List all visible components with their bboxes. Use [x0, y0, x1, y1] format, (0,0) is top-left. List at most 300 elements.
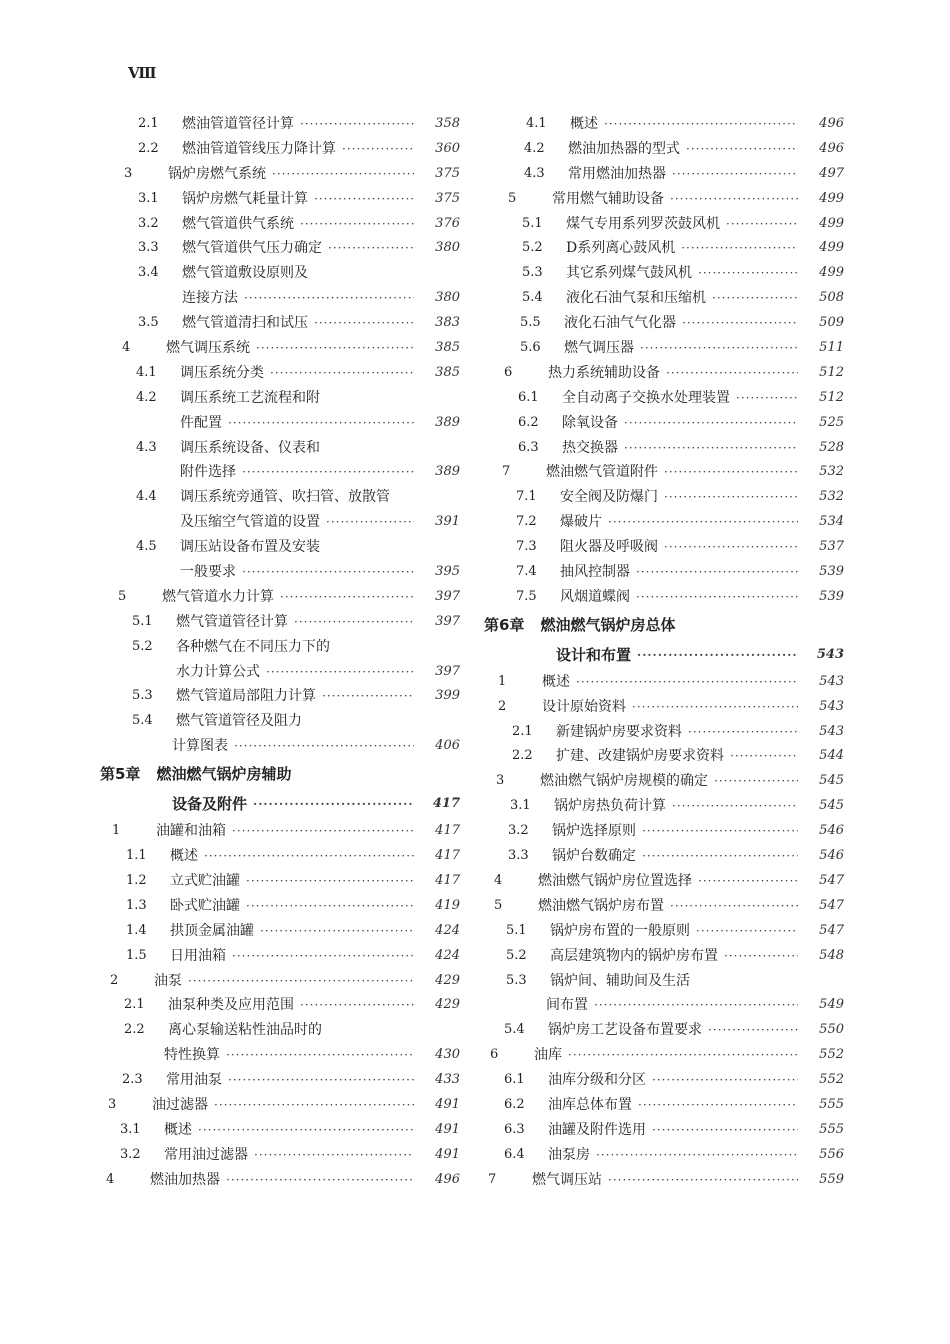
toc-entry[interactable] — [484, 993, 844, 1018]
toc-entry[interactable] — [484, 311, 844, 336]
toc-entry[interactable] — [100, 261, 460, 286]
dot-leader — [640, 336, 798, 361]
toc-entry[interactable] — [484, 1143, 844, 1168]
entry-title: 日用油箱 — [170, 947, 226, 964]
entry-title: 油库总体布置 — [548, 1096, 632, 1113]
entry-title: 煤气专用系列罗茨鼓风机 — [566, 215, 720, 232]
section-number: 5.3 — [132, 688, 153, 704]
dot-leader — [314, 187, 414, 212]
entry-title: 设备及附件 — [172, 795, 248, 814]
toc-entry[interactable] — [100, 560, 460, 585]
toc-entry[interactable] — [100, 1143, 460, 1168]
entry-title: 燃油燃气管道附件 — [546, 464, 658, 481]
section-number: 4.3 — [136, 439, 157, 455]
entry-title: 燃气管道敷设原则及 — [182, 265, 308, 282]
toc-entry[interactable] — [484, 212, 844, 237]
dot-leader — [204, 844, 414, 869]
toc-entry[interactable] — [100, 709, 460, 734]
toc-entry[interactable] — [100, 944, 460, 969]
entry-title: 风烟道蝶阀 — [560, 588, 630, 605]
page-ref: 511 — [819, 340, 844, 356]
entry-title: 调压系统工艺流程和附 — [180, 389, 320, 406]
page-ref: 395 — [435, 564, 460, 580]
entry-title: 全自动离子交换水处理装置 — [562, 389, 730, 406]
dot-leader — [253, 789, 414, 819]
entry-title: 立式贮油罐 — [170, 872, 240, 889]
toc-entry[interactable] — [484, 361, 844, 386]
toc-entry[interactable] — [100, 212, 460, 237]
toc-entry[interactable] — [100, 844, 460, 869]
section-number: 第5章 — [100, 765, 141, 784]
dot-leader — [322, 684, 414, 709]
toc-entry[interactable] — [484, 162, 844, 187]
entry-title: 锅炉房布置的一般原则 — [550, 922, 690, 939]
section-number: 3 — [108, 1096, 117, 1112]
entry-title: 燃气管道管径计算 — [176, 613, 288, 630]
section-number: 4.1 — [526, 116, 547, 131]
toc-entry[interactable] — [484, 1093, 844, 1118]
toc-entry[interactable] — [100, 1043, 460, 1068]
toc-entry[interactable] — [484, 411, 844, 436]
section-number: 7 — [488, 1171, 497, 1187]
entry-title: 高层建筑物内的锅炉房布置 — [550, 947, 718, 964]
entry-title: 一般要求 — [180, 564, 236, 581]
page-ref: 528 — [819, 439, 844, 455]
dot-leader — [328, 236, 414, 261]
entry-title: 件配置 — [180, 414, 222, 431]
entry-title: 燃油管道管线压力降计算 — [182, 140, 336, 157]
toc-entry[interactable] — [100, 1018, 460, 1043]
section-number: 1.2 — [126, 872, 147, 888]
section-number: 4.3 — [524, 165, 545, 181]
toc-column-left — [100, 112, 460, 1193]
toc-entry[interactable] — [484, 1168, 844, 1193]
section-number: 6.1 — [504, 1072, 525, 1088]
toc-entry[interactable] — [484, 261, 844, 286]
entry-title: 特性换算 — [164, 1047, 220, 1064]
entry-title: 油罐和油箱 — [156, 823, 226, 840]
section-number: 4.1 — [136, 364, 157, 380]
page-ref: 543 — [819, 673, 844, 689]
dot-leader — [642, 844, 798, 869]
section-number: 3.1 — [120, 1121, 141, 1137]
page-ref: 417 — [435, 823, 460, 839]
section-number: 1 — [498, 673, 507, 689]
toc-entry[interactable] — [484, 769, 844, 794]
page-ref: 360 — [435, 140, 460, 156]
page-ref: 497 — [819, 165, 844, 181]
page-ref: 545 — [819, 798, 844, 814]
entry-title: 水力计算公式 — [176, 663, 260, 680]
toc-entry[interactable] — [484, 670, 844, 695]
page-ref: 525 — [819, 414, 844, 430]
dot-leader — [254, 1143, 414, 1168]
toc-entry[interactable] — [100, 361, 460, 386]
page-ref: 496 — [435, 1171, 460, 1187]
page-ref: 537 — [819, 539, 844, 555]
page-ref: 499 — [819, 265, 844, 281]
dot-leader — [637, 640, 798, 670]
entry-title: 附件选择 — [180, 464, 236, 481]
section-number: 5.4 — [504, 1022, 525, 1038]
page-ref: 547 — [819, 897, 844, 913]
entry-title: 设计原始资料 — [542, 698, 626, 715]
entry-title: 热交换器 — [562, 439, 618, 456]
section-number: 6.1 — [518, 389, 539, 405]
toc-entry[interactable] — [100, 1068, 460, 1093]
chapter-heading[interactable] — [100, 789, 460, 819]
toc-entry[interactable] — [484, 1018, 844, 1043]
toc-entry[interactable] — [484, 137, 844, 162]
entry-title: 燃气管道局部阻力计算 — [176, 688, 316, 705]
section-number: 5.1 — [522, 215, 543, 231]
section-number: 3.3 — [508, 848, 529, 864]
section-number: 3.2 — [508, 823, 529, 839]
section-number: 2.3 — [122, 1072, 143, 1088]
entry-title: 调压系统旁通管、吹扫管、放散管 — [180, 489, 390, 506]
entry-title: 燃油燃气锅炉房辅助 — [156, 765, 292, 784]
page-ref: 424 — [435, 947, 460, 963]
entry-title: 油泵种类及应用范围 — [168, 997, 294, 1014]
entry-title: 燃油加热器 — [150, 1171, 220, 1188]
entry-title: 除氧设备 — [562, 414, 618, 431]
dot-leader — [724, 944, 798, 969]
entry-title: 油库分级和分区 — [548, 1072, 646, 1089]
chapter-heading[interactable] — [100, 759, 460, 789]
entry-title: 燃气管道管径及阻力 — [176, 713, 302, 730]
toc-entry[interactable] — [100, 734, 460, 759]
dot-leader — [300, 212, 414, 237]
toc-entry[interactable] — [484, 944, 844, 969]
entry-title: 新建锅炉房要求资料 — [556, 723, 682, 740]
section-number: 6.2 — [518, 414, 539, 430]
entry-title: 油罐及附件选用 — [548, 1121, 646, 1138]
page-ref: 383 — [435, 315, 460, 331]
page-ref: 539 — [819, 588, 844, 604]
entry-title: 间布置 — [546, 997, 588, 1014]
page-ref: 389 — [435, 414, 460, 430]
dot-leader — [228, 1068, 414, 1093]
entry-title: 锅炉房燃气耗量计算 — [182, 190, 308, 207]
toc-entry[interactable] — [484, 1118, 844, 1143]
entry-title: 燃油燃气锅炉房位置选择 — [538, 872, 692, 889]
dot-leader — [234, 734, 414, 759]
section-number: 3.3 — [138, 240, 159, 256]
toc-entry[interactable] — [484, 460, 844, 485]
toc-entry[interactable] — [484, 386, 844, 411]
entry-title: 油泵房 — [548, 1146, 590, 1163]
dot-leader — [726, 212, 798, 237]
toc-entry[interactable] — [100, 993, 460, 1018]
page-ref: 406 — [435, 738, 460, 754]
toc-entry[interactable] — [484, 236, 844, 261]
toc-column-right — [484, 112, 844, 1193]
toc-entry[interactable] — [100, 510, 460, 535]
dot-leader — [294, 610, 414, 635]
page-ref: 499 — [819, 240, 844, 256]
page-ref: 491 — [435, 1121, 460, 1137]
toc-entry[interactable] — [100, 969, 460, 994]
toc-entry[interactable] — [100, 894, 460, 919]
section-number: 6 — [504, 364, 513, 380]
toc-entry[interactable] — [100, 1118, 460, 1143]
toc-entry[interactable] — [484, 919, 844, 944]
page-ref: 546 — [819, 848, 844, 864]
toc-entry[interactable] — [100, 112, 460, 137]
dot-leader — [300, 112, 414, 137]
toc-entry[interactable] — [484, 794, 844, 819]
toc-entry[interactable] — [484, 844, 844, 869]
entry-title: 燃气管道供气系统 — [182, 215, 294, 232]
toc-entry[interactable] — [100, 1093, 460, 1118]
toc-entry[interactable] — [484, 869, 844, 894]
toc-entry[interactable] — [100, 162, 460, 187]
page-ref: 391 — [435, 514, 460, 530]
dot-leader — [270, 361, 414, 386]
page-ref: 545 — [819, 773, 844, 789]
page-ref: 417 — [435, 872, 460, 888]
section-number: 7 — [502, 464, 511, 480]
page-ref: 417 — [432, 796, 460, 812]
toc-entry[interactable] — [100, 869, 460, 894]
entry-title: 燃油燃气锅炉房总体 — [540, 615, 676, 634]
entry-title: 液化石油气气化器 — [564, 315, 676, 332]
toc-entry[interactable] — [100, 819, 460, 844]
toc-entry[interactable] — [484, 535, 844, 560]
dot-leader — [682, 311, 798, 336]
toc-entry[interactable] — [100, 919, 460, 944]
toc-entry[interactable] — [484, 894, 844, 919]
toc-entry[interactable] — [100, 535, 460, 560]
dot-leader — [188, 969, 414, 994]
dot-leader — [642, 819, 798, 844]
section-number: 4 — [122, 340, 131, 356]
entry-title: 锅炉房热负荷计算 — [554, 798, 666, 815]
toc-entry[interactable] — [484, 436, 844, 461]
section-number: 4 — [106, 1171, 115, 1187]
page-ref: 509 — [819, 315, 844, 331]
toc-entry[interactable] — [484, 969, 844, 994]
entry-title: 概述 — [570, 116, 598, 132]
toc-entry[interactable] — [100, 386, 460, 411]
toc-entry[interactable] — [484, 1043, 844, 1068]
toc-entry[interactable] — [484, 485, 844, 510]
section-number: 3.1 — [510, 798, 531, 814]
section-number: 4.2 — [524, 140, 545, 156]
page-ref: 358 — [435, 116, 460, 131]
page-ref: 543 — [816, 646, 844, 662]
section-number: 2 — [498, 698, 507, 714]
entry-title: D系列离心鼓风机 — [566, 240, 676, 257]
dot-leader — [708, 1018, 798, 1043]
chapter-heading[interactable] — [484, 640, 844, 670]
dot-leader — [624, 436, 798, 461]
section-number: 3 — [124, 165, 133, 181]
toc-entry[interactable] — [484, 112, 844, 137]
dot-leader — [280, 585, 414, 610]
dot-leader — [604, 112, 798, 137]
section-number: 5 — [118, 588, 127, 604]
entry-title: 常用油泵 — [166, 1072, 222, 1089]
toc-entry[interactable] — [484, 286, 844, 311]
toc-entry[interactable] — [484, 336, 844, 361]
page-ref: 499 — [819, 190, 844, 206]
toc-entry[interactable] — [100, 286, 460, 311]
entry-title: 调压站设备布置及安装 — [180, 539, 320, 556]
entry-title: 卧式贮油罐 — [170, 897, 240, 914]
dot-leader — [314, 311, 414, 336]
page-ref: 512 — [819, 364, 844, 380]
entry-title: 其它系列煤气鼓风机 — [566, 265, 692, 282]
entry-title: 安全阀及防爆门 — [560, 489, 658, 506]
page-ref: 417 — [435, 848, 460, 864]
entry-title: 燃气调压器 — [564, 340, 634, 357]
dot-leader — [226, 1043, 414, 1068]
toc-entry[interactable] — [100, 336, 460, 361]
dot-leader — [730, 744, 798, 769]
page-ref: 508 — [819, 290, 844, 306]
toc-entry[interactable] — [100, 1168, 460, 1193]
toc-entry[interactable] — [484, 695, 844, 720]
dot-leader — [696, 919, 798, 944]
section-number: 5.3 — [506, 972, 527, 988]
page-ref: 552 — [819, 1072, 844, 1088]
toc-entry[interactable] — [484, 510, 844, 535]
toc-entry[interactable] — [100, 684, 460, 709]
page-number: Ⅷ — [128, 64, 157, 82]
section-number: 2.2 — [512, 748, 533, 764]
dot-leader — [246, 894, 414, 919]
section-number: 1.5 — [126, 947, 147, 963]
section-number: 7.2 — [516, 514, 537, 530]
dot-leader — [266, 660, 414, 685]
toc-entry[interactable] — [100, 187, 460, 212]
page-ref: 532 — [819, 489, 844, 505]
dot-leader — [664, 485, 798, 510]
section-number: 6.3 — [504, 1121, 525, 1137]
toc-entry[interactable] — [100, 411, 460, 436]
section-number: 5.6 — [520, 340, 541, 356]
page-ref: 549 — [819, 997, 844, 1013]
toc-entry[interactable] — [484, 720, 844, 745]
section-number: 7.5 — [516, 588, 537, 604]
entry-title: 调压系统分类 — [180, 364, 264, 381]
toc-entry[interactable] — [100, 660, 460, 685]
page-ref: 385 — [435, 340, 460, 356]
section-number: 6 — [490, 1047, 499, 1063]
section-number: 4.4 — [136, 489, 157, 505]
toc-entry[interactable] — [484, 819, 844, 844]
entry-title: 概述 — [170, 848, 198, 865]
entry-title: 燃气调压系统 — [166, 340, 250, 357]
toc-entry[interactable] — [100, 610, 460, 635]
dot-leader — [568, 1043, 798, 1068]
section-number: 5.2 — [132, 638, 153, 654]
section-number: 2.1 — [124, 997, 145, 1013]
page-ref: 491 — [435, 1096, 460, 1112]
page-ref: 399 — [435, 688, 460, 704]
toc-entry[interactable] — [100, 236, 460, 261]
section-number: 5.3 — [522, 265, 543, 281]
entry-title: 常用燃气辅助设备 — [552, 190, 664, 207]
toc-entry[interactable] — [100, 311, 460, 336]
toc-entry[interactable] — [100, 460, 460, 485]
toc-entry[interactable] — [484, 187, 844, 212]
section-number: 5.2 — [522, 240, 543, 256]
toc-entry[interactable] — [100, 137, 460, 162]
entry-title: 燃气管道水力计算 — [162, 588, 274, 605]
chapter-heading[interactable] — [484, 610, 844, 640]
page-ref: 491 — [435, 1146, 460, 1162]
page-ref: 433 — [435, 1072, 460, 1088]
toc-entry[interactable] — [484, 560, 844, 585]
page-ref: 543 — [819, 723, 844, 739]
page-ref: 555 — [819, 1096, 844, 1112]
entry-title: 扩建、改建锅炉房要求资料 — [556, 748, 724, 765]
section-number: 5.4 — [132, 713, 153, 729]
toc-entry[interactable] — [100, 635, 460, 660]
toc-entry[interactable] — [100, 585, 460, 610]
toc-entry[interactable] — [100, 436, 460, 461]
toc-entry[interactable] — [100, 485, 460, 510]
entry-title: 锅炉房工艺设备布置要求 — [548, 1022, 702, 1039]
entry-title: 燃油燃气锅炉房布置 — [538, 897, 664, 914]
section-number: 4.5 — [136, 539, 157, 555]
dot-leader — [664, 460, 798, 485]
entry-title: 燃气调压站 — [532, 1171, 602, 1188]
page-ref: 547 — [819, 872, 844, 888]
page-ref: 424 — [435, 922, 460, 938]
dot-leader — [681, 236, 798, 261]
toc-entry[interactable] — [484, 1068, 844, 1093]
entry-title: 液化石油气泵和压缩机 — [566, 290, 706, 307]
dot-leader — [686, 137, 798, 162]
dot-leader — [214, 1093, 414, 1118]
page-ref: 559 — [819, 1171, 844, 1187]
section-number: 2.2 — [138, 140, 159, 156]
dot-leader — [714, 769, 798, 794]
dot-leader — [652, 1068, 798, 1093]
entry-title: 燃油加热器的型式 — [568, 140, 680, 157]
section-number: 2.2 — [124, 1022, 145, 1038]
page-ref: 389 — [435, 464, 460, 480]
dot-leader — [226, 1168, 414, 1193]
dot-leader — [666, 361, 798, 386]
entry-title: 拱顶金属油罐 — [170, 922, 254, 939]
page-ref: 543 — [819, 698, 844, 714]
page-ref: 544 — [819, 748, 844, 764]
entry-title: 爆破片 — [560, 514, 602, 531]
entry-title: 设计和布置 — [556, 645, 632, 664]
section-number: 3.2 — [120, 1146, 141, 1162]
toc-entry[interactable] — [484, 744, 844, 769]
dot-leader — [256, 336, 414, 361]
entry-title: 燃油燃气锅炉房规模的确定 — [540, 773, 708, 790]
section-number: 6.4 — [504, 1146, 525, 1162]
entry-title: 计算图表 — [172, 738, 228, 755]
page-ref: 380 — [435, 240, 460, 256]
dot-leader — [232, 819, 414, 844]
page-ref: 552 — [819, 1047, 844, 1063]
section-number: 第6章 — [484, 615, 525, 634]
page-ref: 430 — [435, 1047, 460, 1063]
page-ref: 429 — [435, 972, 460, 988]
page-ref: 429 — [435, 997, 460, 1013]
page-ref: 397 — [435, 613, 460, 629]
toc-entry[interactable] — [484, 585, 844, 610]
section-number: 3.2 — [138, 215, 159, 231]
dot-leader — [736, 386, 798, 411]
